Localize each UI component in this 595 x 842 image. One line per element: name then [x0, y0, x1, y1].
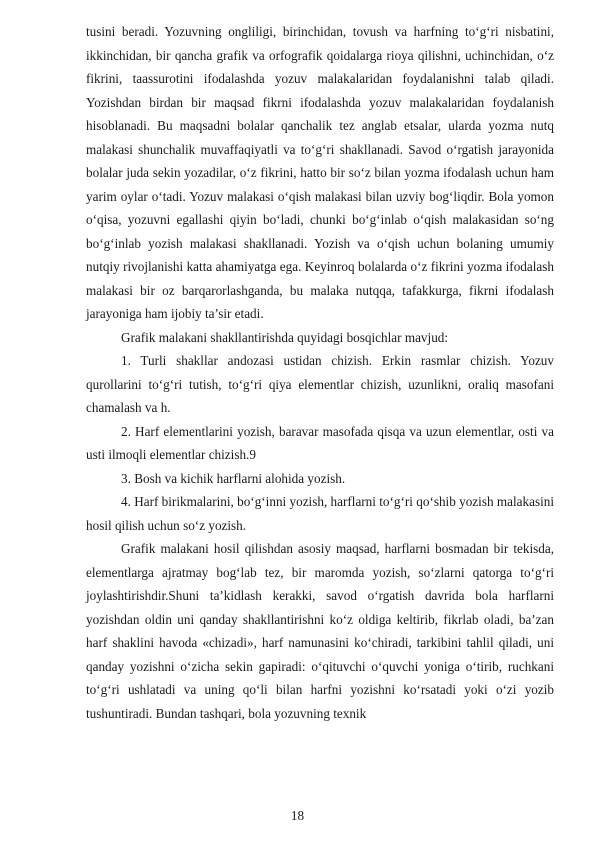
list-item-stage-4: 4. Harf birikmalarini, bo‘g‘inni yozish, harflarni to‘g‘ri qo‘shib yozish malakasini hosil qilish uchun so‘z yozish. [86, 494, 554, 533]
page-number: 18 [290, 808, 305, 823]
list-item-stage-1: 1. Turli shakllar andozasi ustidan chizish. Erkin rasmlar chizish. Yozuv qurollarini to‘g‘ri tutish, to‘g‘ri qiya elementlar chizish, uzunlikni, oraliq masofani chamalash va h. [86, 353, 554, 415]
document-body [86, 20, 554, 725]
list-item-stage-2: 2. Harf elementlarini yozish, baravar masofada qisqa va uzun elementlar, osti va usti ilmoqli elementlar chizish.9 [86, 423, 554, 462]
list-item-stage-3: 3. Bosh va kichik harflarni alohida yozish. [121, 470, 346, 486]
paragraph-graphic-skill-goal: Grafik malakani hosil qilishdan asosiy maqsad, harflarni bosmadan bir tekisda, elementlarga ajratmay bog‘lab tez, bir maromda yozish, so‘zlarni qatorga to‘g‘ri joylashtirishdir.Shuni ta’kidlash kerakki, savod o‘rgatish davrida bola harflarni yozishdan oldin uni qanday shakllantirishni ko‘z oldiga keltirib, fikrlab oladi, ba’zan harf shaklini havoda «chizadi», harf namunasini ko‘chiradi, tarkibini tahlil qiladi, uni qanday yozishni o‘zicha sekin gapiradi: o‘qituvchi o‘quvchi yoniga o‘tirib, ruchkani to‘g‘ri ushlatadi va uning qo‘li bilan harfni yozishni ko‘rsatadi yoki o‘zi yozib tushuntiradi. Bundan tashqari, bola yozuvning texnik [86, 541, 554, 721]
paragraph-stages-intro: Grafik malakani shakllantirishda quyidagi bosqichlar mavjud: [121, 329, 449, 345]
paragraph-writing-consciousness: tusini beradi. Yozuvning ongliligi, birinchidan, tovush va harfning to‘g‘ri nisbatini, ikkinchidan, bir qancha grafik va orfografik qoidalarga rioya qilishni, uchinchidan, o‘z fikrini, taassurotini ifodalashda yozuv malakalaridan foydalanishni talab qiladi. Yozishdan birdan bir maqsad fikrni ifodalashda yozuv malakalaridan foydalanish hisoblanadi. Bu maqsadni bolalar qanchalik tez anglab etsalar, ularda yozma nutq malakasi shunchalik muvaffaqiyatli va to‘g‘ri shakllanadi. Savod o‘rgatish jarayonida bolalar juda sekin yozadilar, o‘z fikrini, hatto bir so‘z bilan yozma ifodalash uchun ham yarim oylar o‘tadi. Yozuv malakasi o‘qish malakasi bilan uzviy bog‘liqdir. Bola yomon o‘qisa, yozuvni egallashi qiyin bo‘ladi, chunki bo‘g‘inlab o‘qish malakasidan so‘ng bo‘g‘inlab yozish malakasi shakllanadi. Yozish va o‘qish uchun bolaning umumiy nutqiy rivojlanishi katta ahamiyatga ega. Keyinroq bolalarda o‘z fikrini yozma ifodalash malakasi bir oz barqarorlashganda, bu malaka nutqqa, tafakkurga, fikrni ifodalash jarayoniga ham ijobiy ta’sir etadi. [86, 24, 554, 321]
